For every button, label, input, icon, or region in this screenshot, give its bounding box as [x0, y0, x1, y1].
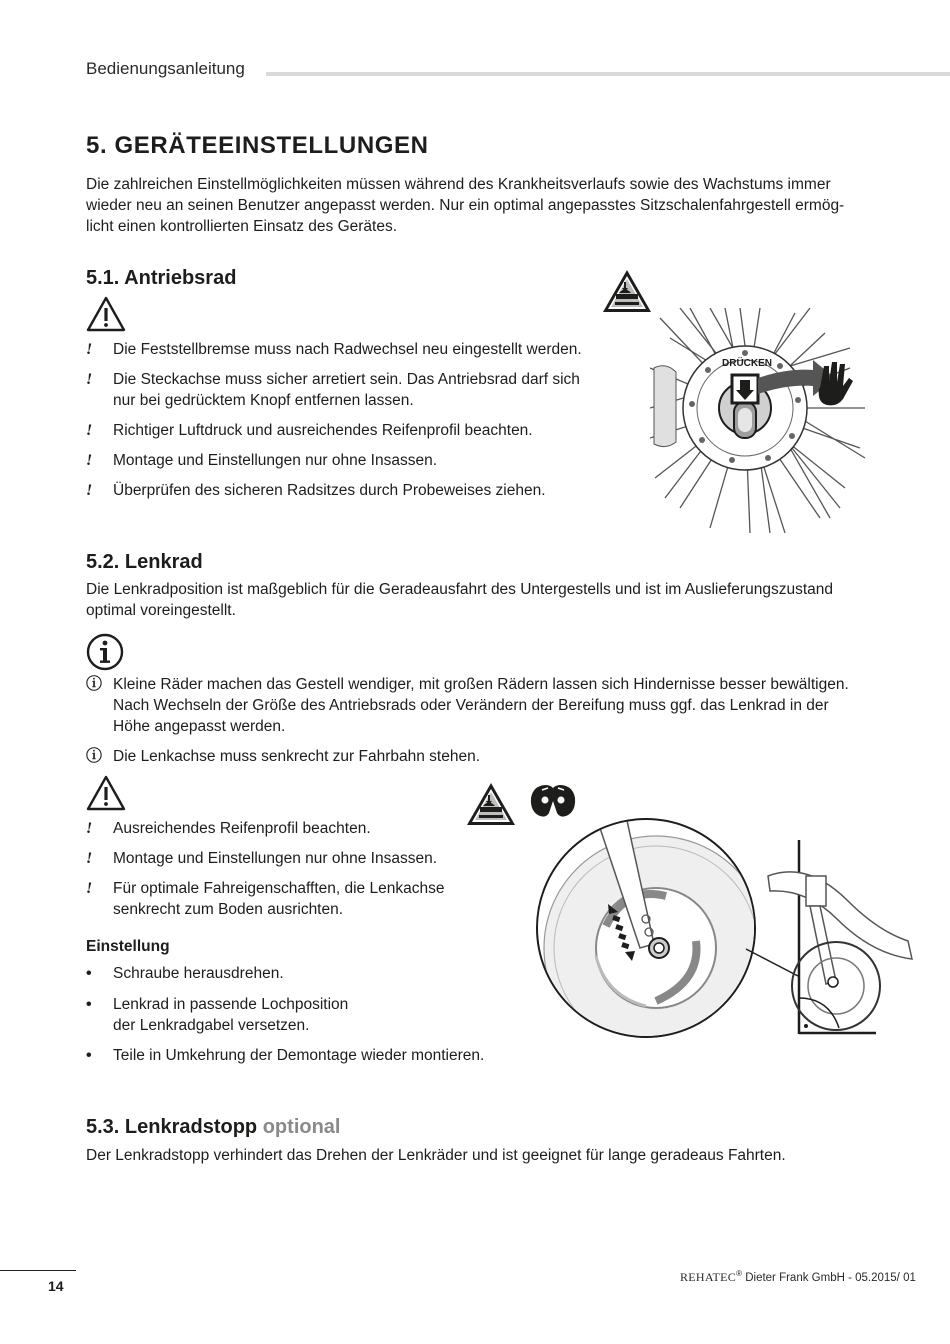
header-rule: [266, 72, 950, 76]
section-text: Der Lenkradstopp verhindert das Drehen der Lenkräder und ist geeignet für lange geradeaus Fahrten.: [86, 1147, 786, 1164]
page-number: 14: [48, 1278, 64, 1294]
warning-triangle-icon: [86, 775, 126, 811]
optional-tag: optional: [262, 1116, 341, 1138]
registered-mark: ®: [736, 1269, 743, 1278]
info-circle-icon: [86, 633, 124, 671]
druecken-label: DRÜCKEN: [722, 358, 772, 369]
subsection-title-text: 5.3. Lenkradstopp: [86, 1116, 258, 1138]
intro-line: Die Lenkradposition ist maßgeblich für die Geradeausfahrt des Untergestells und ist im Auslieferungszustand: [86, 581, 833, 598]
intro-line: Die zahlreichen Einstellmöglichkeiten müssen während des Krankheitsverlaufs sowie des Wachstums immer: [86, 176, 831, 193]
pinch-hazard-icon: [601, 268, 653, 314]
step-item: • Lenkrad in passende Lochposition der Lenkradgabel versetzen.: [86, 996, 349, 1034]
info-item: ⓘ Kleine Räder machen das Gestell wendiger, mit großen Rädern lassen sich Hindernisse besser bewältigen. Nach Wechseln der Größe des Antriebsrads oder Verändern der Bereifung muss ggf. das Lenkrad in der Höhe angepasst werden.: [86, 676, 849, 735]
subsection-title: 5.2. Lenkrad: [86, 551, 203, 573]
warning-triangle-icon: [86, 296, 126, 332]
warning-item: ! Die Steckachse muss sicher arretiert sein. Das Antriebsrad darf sich nur bei gedrücktem Knopf entfernen lassen.: [86, 371, 580, 409]
intro-line: licht einen kontrollierten Einsatz des Gerätes.: [86, 218, 398, 235]
steering-wheel-figure: [536, 816, 918, 1051]
footer-imprint: [680, 1269, 916, 1285]
running-header: Bedienungsanleitung: [86, 59, 245, 78]
pinch-hazard-icon: [465, 781, 517, 827]
footer-text: Dieter Frank GmbH - 05.2015/ 01: [742, 1271, 916, 1284]
brand-name: REHATEC: [680, 1269, 737, 1284]
intro-line: wieder neu an seinen Benutzer angepasst werden. Nur ein optimal angepasstes Sitzschalenfahrgestell ermög-: [86, 197, 845, 214]
intro-line: optimal voreingestellt.: [86, 602, 236, 619]
section-intro: [86, 579, 896, 621]
subsection-title: 5.1. Antriebsrad: [86, 267, 237, 289]
drive-wheel-figure: [650, 308, 880, 533]
footer-rule: [0, 1270, 76, 1271]
section-intro: [86, 174, 886, 237]
subsection-title: [86, 1116, 340, 1139]
hands-icon: [528, 780, 578, 820]
warning-item: ! Für optimale Fahreigenschafften, die Lenkachse senkrecht zum Boden ausrichten.: [86, 880, 445, 918]
subheading-einstellung: Einstellung: [86, 938, 170, 955]
section-title: 5. GERÄTEEINSTELLUNGEN: [86, 132, 429, 159]
